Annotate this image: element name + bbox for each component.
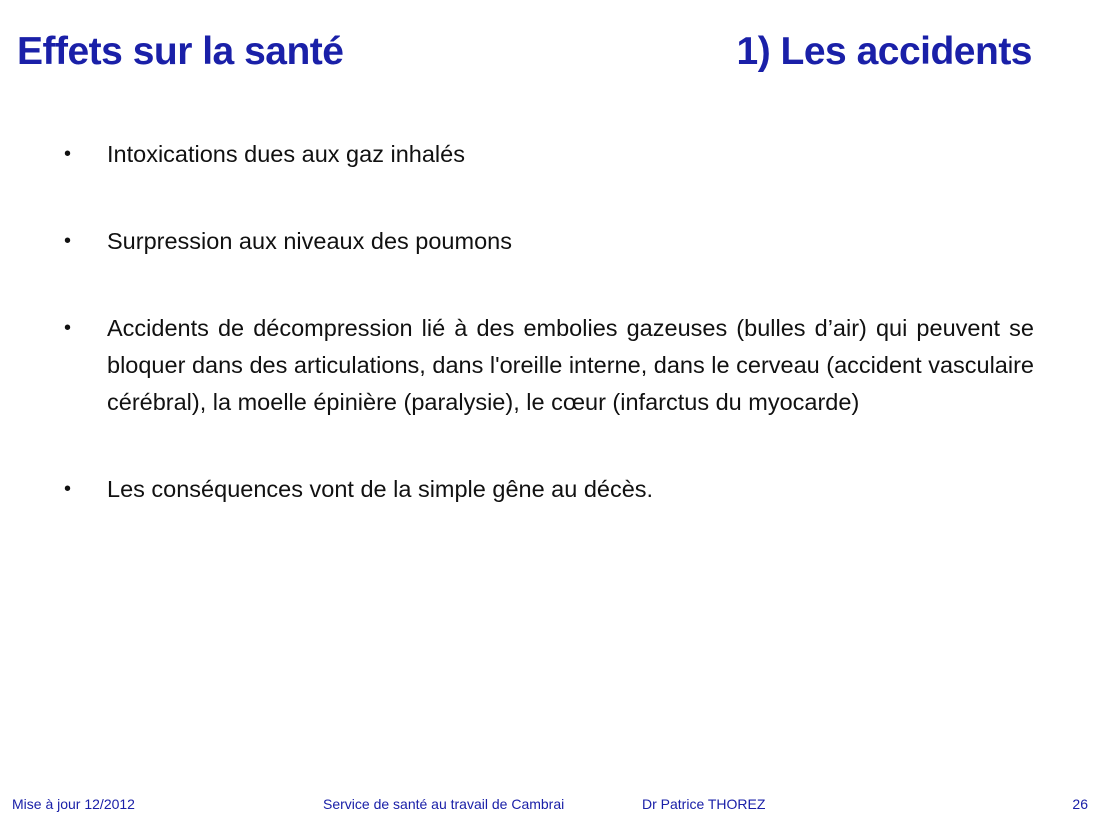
bullet-icon: • [64, 143, 72, 165]
bullet-list [64, 136, 1034, 558]
bullet-icon: • [64, 478, 72, 500]
bullet-text: Les conséquences vont de la simple gêne au décès. [107, 476, 654, 502]
bullet-item [64, 310, 1034, 421]
footer-update-date: Mise à jour 12/2012 [12, 796, 135, 812]
footer-author: Dr Patrice THOREZ [642, 796, 766, 812]
footer-page-number: 26 [1072, 796, 1088, 812]
bullet-text: Surpression aux niveaux des poumons [107, 228, 512, 254]
bullet-item [64, 471, 1034, 508]
bullet-text: Accidents de décompression lié à des embolies gazeuses (bulles d’air) qui peuvent se bloquer dans des articulations, dans l'oreille interne, dans le cerveau (accident vasculaire cérébral), la moelle épinière (paralysie), le cœur (infarctus du myocarde) [107, 315, 1034, 415]
bullet-item [64, 223, 1034, 260]
footer-service-name: Service de santé au travail de Cambrai [323, 796, 565, 812]
bullet-icon: • [64, 230, 72, 252]
slide-title: Effets sur la santé [17, 30, 344, 73]
bullet-text: Intoxications dues aux gaz inhalés [107, 141, 465, 167]
bullet-icon: • [64, 317, 72, 339]
bullet-item [64, 136, 1034, 173]
slide-subtitle: 1) Les accidents [736, 30, 1032, 73]
